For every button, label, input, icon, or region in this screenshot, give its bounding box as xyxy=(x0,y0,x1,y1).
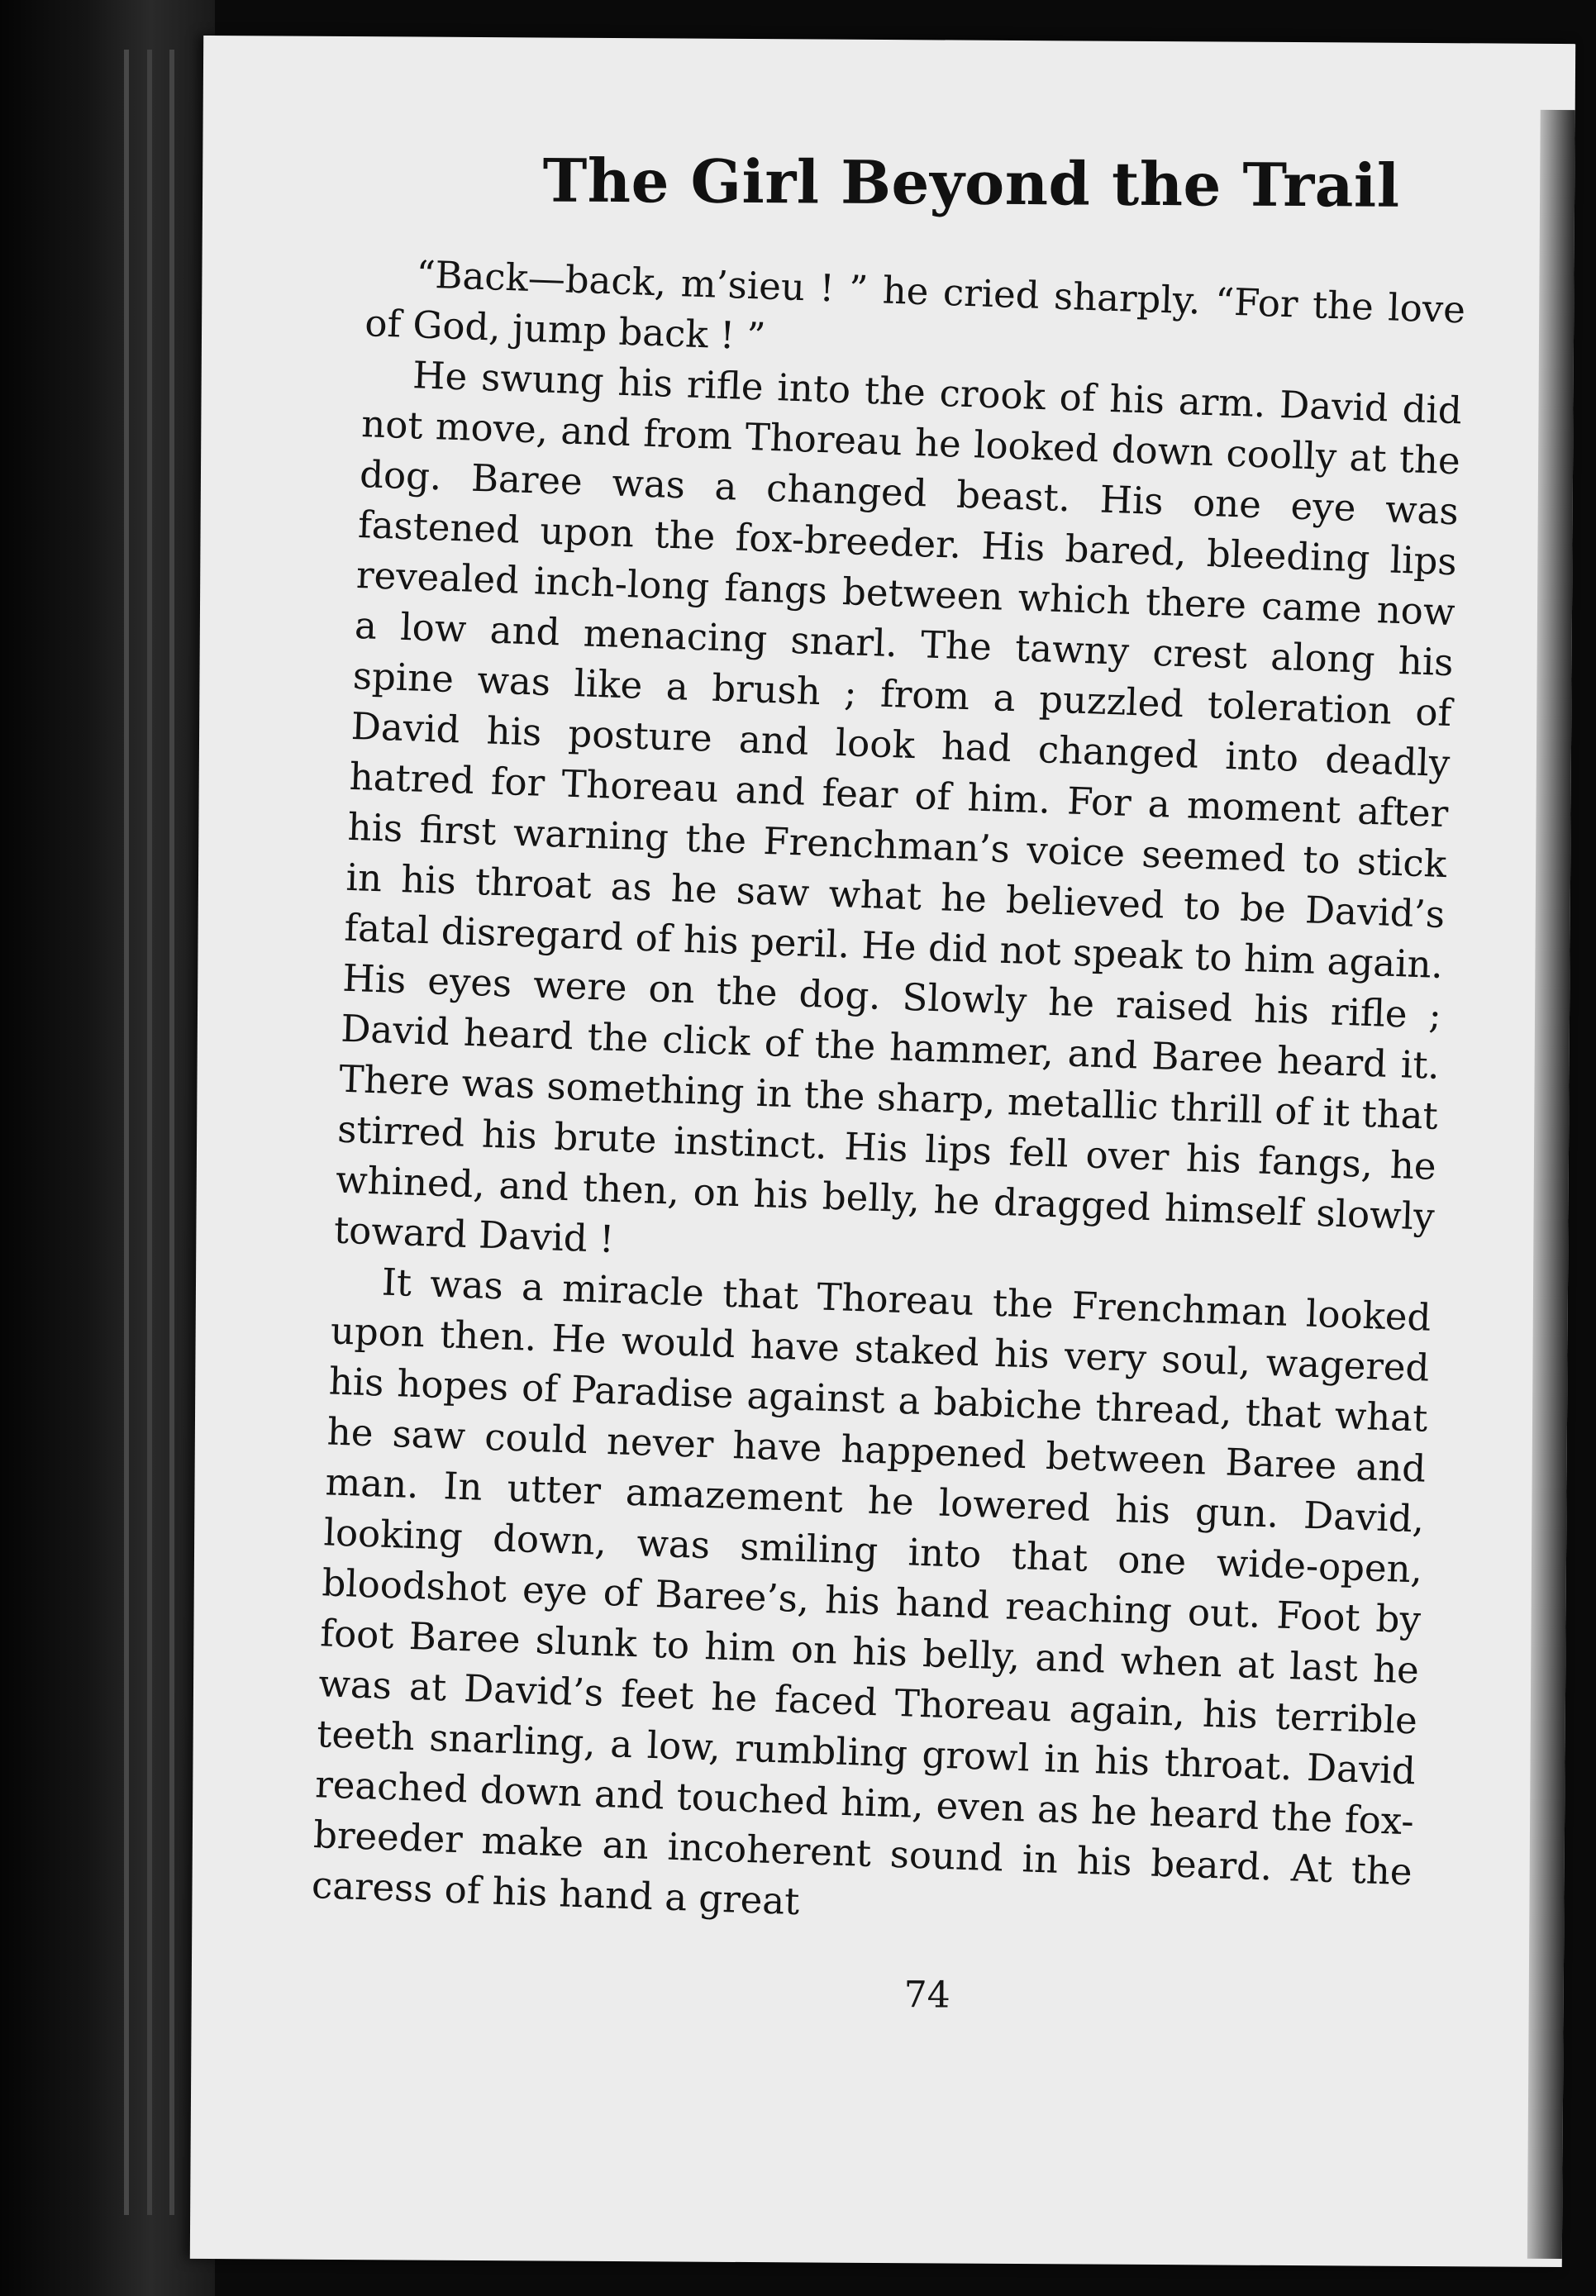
running-head: The Girl Beyond the Trail xyxy=(542,145,1400,221)
paragraph: He swung his rifle into the crook of his arm. David did not move, and from Thoreau he looked down coolly at the dog. Baree was a changed beast. His one eye was fastened upon the fox-breeder. His bared, bleeding lips revealed inch-long fangs between which there came now a low and menacing snarl. The tawny crest along his spine was like a brush ; from a puzzled toleration of David his posture and look had changed into deadly hatred for Thoreau and fear of him. For a moment after his first warning the Frenchman’s voice seemed to stick in his throat as he saw what he believed to be David’s fatal disregard of his peril. He did not speak to him again. His eyes were on the dog. Slowly he raised his rifle ; David heard the click of the hammer, and Baree heard it. There was something in the sharp, metallic thrill of it that stirred his brute instinct. His lips fell over his fangs, he whined, and then, on his belly, he dragged himself slowly toward David ! xyxy=(333,353,1463,1262)
body-text xyxy=(311,247,1466,1947)
spine-edge xyxy=(169,50,174,2215)
paragraph: It was a miracle that Thoreau the Frenchman looked upon then. He would have staked his very soul, wagered his hopes of Paradise against a babiche thread, that what he saw could never have happened between Baree and man. In utter amazement he lowered his gun. David, looking down, was smiling into that one wide-open, bloodshot eye of Baree’s, his hand reaching out. Foot by foot Baree slunk to him on his belly, and when at last he was at David’s feet he faced Thoreau again, his terrible teeth snarling, a low, rumbling growl in his throat. David reached down and touched him, even as he heard the fox-breeder make an incoherent sound in his beard. At the caress of his hand a great xyxy=(311,1260,1432,1924)
page-edge xyxy=(1527,110,1575,2259)
page-number: 74 xyxy=(903,1974,950,2017)
book-spine xyxy=(0,0,215,2296)
paragraph: “Back—back, m’sieu ! ” he cried sharply. “For the love of God, jump back ! ” xyxy=(364,252,1466,359)
spine-edge xyxy=(147,50,152,2215)
spine-edge xyxy=(124,50,129,2215)
page xyxy=(190,36,1575,2267)
